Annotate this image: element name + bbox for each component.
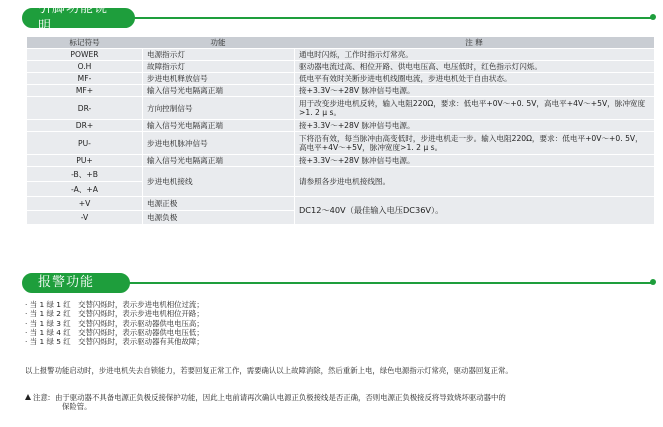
section-title: 引脚功能说明: [22, 8, 135, 28]
cell-function: 电源负极: [142, 211, 294, 224]
table-row: [27, 73, 654, 84]
section-divider: [128, 282, 653, 284]
caution-note: [25, 393, 655, 411]
table-row: [27, 85, 654, 96]
cell-note: 低电平有效时关断步进电机线圈电流，步进电机处于自由状态。: [294, 73, 654, 84]
cell-symbol: -B、+B: [27, 167, 142, 181]
section-alarm-header: [22, 272, 130, 294]
cell-note: DC12～40V（最佳输入电压DC36V）。: [294, 197, 654, 224]
cell-symbol: MF-: [27, 73, 142, 84]
cell-note: 接+3.3V～+28V 脉冲信号电源。: [294, 85, 654, 96]
cell-symbol: -V: [27, 211, 142, 224]
table-row: [27, 197, 654, 210]
table-row: [27, 155, 654, 166]
cell-symbol: DR+: [27, 120, 142, 131]
cell-note: 接+3.3V～+28V 脉冲信号电源。: [294, 155, 654, 166]
cell-function: 方向控制信号: [142, 97, 294, 119]
cell-symbol: O.H: [27, 61, 142, 72]
header-note: 注 释: [294, 37, 654, 48]
cell-symbol: POWER: [27, 49, 142, 60]
list-item: · 当 1 绿 2 红 交替闪烁时，表示步进电机相位开路；: [25, 309, 204, 319]
cell-function: 电源指示灯: [142, 49, 294, 60]
table-header-row: [27, 37, 654, 48]
cell-symbol: -A、+A: [27, 182, 142, 196]
note-line2: 保险管。: [62, 402, 92, 411]
table-row: [27, 49, 654, 60]
alarm-summary: 以上报警功能启动时，步进电机失去自锁能力，若要回复正常工作，需要确认以上故障消除，然后重新上电，绿色电源指示灯常亮，驱动器回复正常。: [25, 366, 513, 375]
list-item: · 当 1 绿 5 红 交替闪烁时，表示驱动器有其他故障；: [25, 337, 204, 347]
cell-symbol: DR-: [27, 97, 142, 119]
cell-function: 输入信号光电隔离正端: [142, 120, 294, 131]
cell-symbol: PU-: [27, 132, 142, 154]
cell-note: 请参照各步进电机接线图。: [294, 167, 654, 196]
header-function: 功能: [142, 37, 294, 48]
note-line1: 由于驱动器不具备电源正负极反接保护功能，因此上电前请再次确认电源正负极接线是否正确，否则电源正负极接反将导致烧坏驱动器中的: [54, 393, 506, 402]
list-item: · 当 1 绿 3 红 交替闪烁时，表示驱动器供电电压高；: [25, 318, 204, 328]
table-row: [27, 97, 654, 119]
table-row: [27, 61, 654, 72]
section-divider: [133, 17, 653, 19]
table-row: [27, 167, 654, 181]
cell-note: 驱动器电流过高、相位开路、供电电压高、电压低时，红色指示灯闪烁。: [294, 61, 654, 72]
cell-function: 输入信号光电隔离正端: [142, 85, 294, 96]
pin-function-table: [27, 36, 654, 225]
cell-note: 通电时闪烁，工作时指示灯常亮。: [294, 49, 654, 60]
cell-function: 步进电机脉冲信号: [142, 132, 294, 154]
cell-note: 用于改变步进电机反转，输入电阻220Ω，要求：低电平+0V～+0. 5V，高电平+4V～+5V，脉冲宽度>1. 2 μ s。: [294, 97, 654, 119]
section-title: 报警功能: [22, 273, 130, 293]
cell-note: 下将沿有效，每当脉冲由高变低时，步进电机走一步。输入电阻220Ω，要求：低电平+0V～+0. 5V，高电平+4V～+5V，脉冲宽度>1. 2 μ s。: [294, 132, 654, 154]
cell-function: 电源正极: [142, 197, 294, 210]
table-row: [27, 120, 654, 131]
cell-function: 故障指示灯: [142, 61, 294, 72]
section-pin-functions-header: [22, 1, 135, 34]
list-item: · 当 1 绿 1 红 交替闪烁时，表示步进电机相位过流；: [25, 300, 204, 309]
cell-symbol: MF+: [27, 85, 142, 96]
header-symbol: 标记符号: [27, 37, 142, 48]
cell-symbol: PU+: [27, 155, 142, 166]
warning-triangle-icon: [25, 394, 31, 400]
cell-note: 接+3.3V～+28V 脉冲信号电源。: [294, 120, 654, 131]
list-item: · 当 1 绿 4 红 交替闪烁时，表示驱动器供电电压低；: [25, 327, 204, 337]
cell-function: 输入信号光电隔离正端: [142, 155, 294, 166]
cell-function: 步进电机接线: [142, 167, 294, 196]
note-label: 注意:: [33, 393, 51, 402]
table-row: [27, 132, 654, 154]
cell-function: 步进电机释放信号: [142, 73, 294, 84]
cell-symbol: +V: [27, 197, 142, 210]
alarm-list: [25, 300, 204, 346]
